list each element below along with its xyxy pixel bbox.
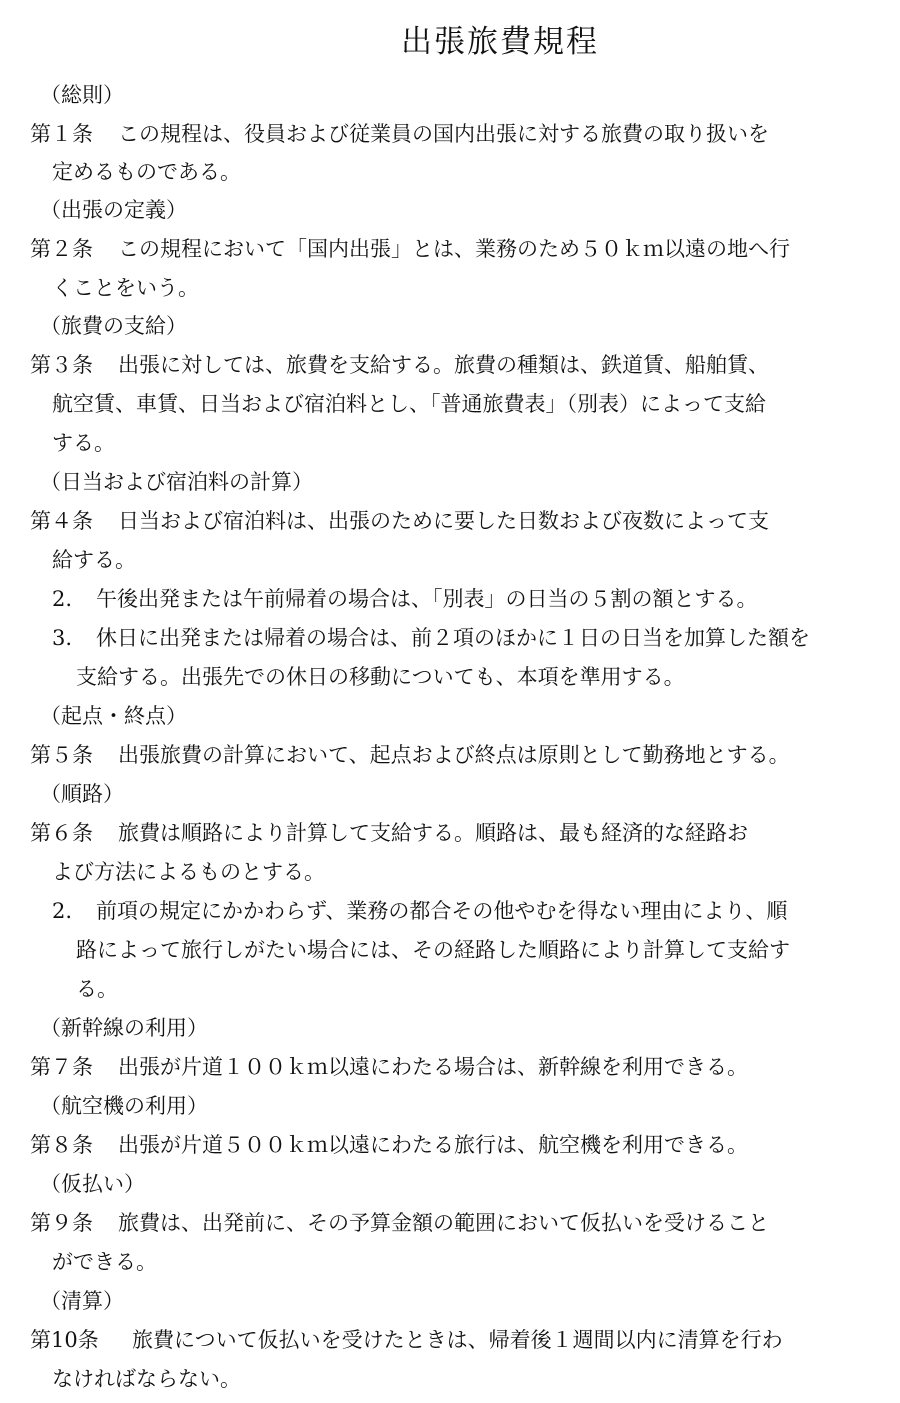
article-text: する。	[52, 431, 115, 455]
section-heading: （出張の定義）	[40, 198, 187, 222]
article-text: この規程において「国内出張」とは、業務のため５０ｋｍ以遠の地へ行	[118, 237, 790, 261]
item-number: 2.	[52, 587, 73, 611]
article-label: 第10条	[30, 1328, 99, 1352]
section-heading: （仮払い）	[40, 1172, 145, 1196]
section-heading: （清算）	[40, 1289, 124, 1313]
article-line	[30, 820, 748, 846]
article-text: 出張が片道１００ｋｍ以遠にわたる場合は、新幹線を利用できる。	[118, 1055, 748, 1079]
article-text: ができる。	[52, 1250, 157, 1274]
section-heading: （総則）	[40, 83, 124, 107]
article-text: 航空賃、車賃、日当および宿泊料とし、「普通旅費表」（別表）によって支給	[52, 392, 766, 416]
section-heading: （順路）	[40, 782, 124, 806]
article-label: 第１条	[30, 122, 93, 146]
item-text: 支給する。出張先での休日の移動についても、本項を準用する。	[76, 665, 685, 689]
item-text: る。	[76, 977, 118, 1001]
item-number: 3.	[52, 626, 73, 650]
article-label: 第７条	[30, 1055, 93, 1079]
section-heading: （起点・終点）	[40, 704, 187, 728]
section-heading: （航空機の利用）	[40, 1094, 208, 1118]
article-text: くことをいう。	[52, 276, 199, 300]
article-item	[52, 898, 787, 924]
article-text: 定めるものである。	[52, 160, 241, 184]
article-text: 旅費は順路により計算して支給する。順路は、最も経済的な経路お	[118, 821, 748, 845]
article-line	[30, 1327, 783, 1353]
article-label: 第５条	[30, 743, 93, 767]
article-text: なければならない。	[52, 1367, 241, 1391]
article-text: 旅費について仮払いを受けたときは、帰着後１週間以内に清算を行わ	[132, 1328, 783, 1352]
article-text: 給する。	[52, 548, 136, 572]
article-label: 第２条	[30, 237, 93, 261]
document-title: 出張旅費規程	[401, 24, 599, 60]
article-line	[30, 742, 790, 768]
article-line	[30, 508, 769, 534]
item-text: 路によって旅行しがたい場合には、その経路した順路により計算して支給す	[76, 938, 790, 962]
section-heading: （新幹線の利用）	[40, 1016, 208, 1040]
article-line	[30, 121, 769, 147]
article-line	[30, 352, 769, 378]
article-label: 第６条	[30, 821, 93, 845]
article-label: 第９条	[30, 1211, 93, 1235]
article-label: 第４条	[30, 509, 93, 533]
article-label: 第３条	[30, 353, 93, 377]
article-text: 出張が片道５００ｋｍ以遠にわたる旅行は、航空機を利用できる。	[118, 1133, 748, 1157]
article-line	[30, 1210, 769, 1236]
item-number: 2.	[52, 899, 73, 923]
article-item	[52, 586, 758, 612]
article-line	[30, 1054, 748, 1080]
article-text: よび方法によるものとする。	[52, 860, 325, 884]
article-item	[52, 625, 810, 651]
article-line	[30, 236, 790, 262]
article-line	[30, 1132, 748, 1158]
article-text: 出張に対しては、旅費を支給する。旅費の種類は、鉄道賃、船舶賃、	[118, 353, 769, 377]
item-text: 休日に出発または帰着の場合は、前２項のほかに１日の日当を加算した額を	[96, 626, 810, 650]
section-heading: （日当および宿泊料の計算）	[40, 470, 313, 494]
article-text: 出張旅費の計算において、起点および終点は原則として勤務地とする。	[118, 743, 790, 767]
article-text: 日当および宿泊料は、出張のために要した日数および夜数によって支	[118, 509, 769, 533]
article-text: 旅費は、出発前に、その予算金額の範囲において仮払いを受けること	[118, 1211, 769, 1235]
item-text: 前項の規定にかかわらず、業務の都合その他やむを得ない理由により、順	[96, 899, 788, 923]
item-text: 午後出発または午前帰着の場合は、「別表」の日当の５割の額とする。	[96, 587, 758, 611]
section-heading: （旅費の支給）	[40, 314, 187, 338]
article-text: この規程は、役員および従業員の国内出張に対する旅費の取り扱いを	[118, 122, 769, 146]
article-label: 第８条	[30, 1133, 93, 1157]
